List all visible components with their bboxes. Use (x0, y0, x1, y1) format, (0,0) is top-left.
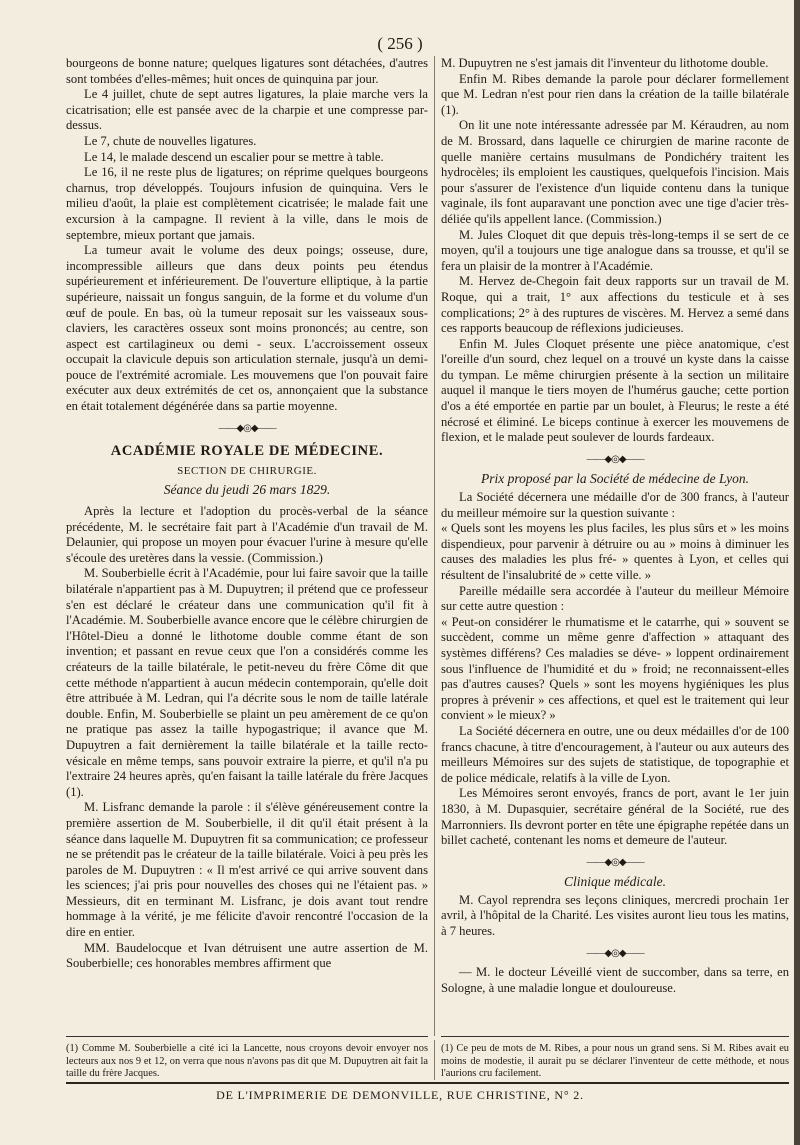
ornament-divider: ——◆◎◆—— (586, 856, 644, 868)
session-paragraph: M. Lisfranc demande la parole : il s'élève généreusement contre la première assertion de M. Souberbielle, il dit qu'il était présent à la séance dans laquelle M. Dupuytren fit sa communication; ce professeur ne se prétendit pas le créateur de la taille bilatérale. Voici à peu près les paroles de M. Dupuytren : « Il m'est arrivé ce qui arrive souvent dans les sciences; j'ai pris pour nouvelles des choses qui ne l'étaient pas. » Messieurs, dit en terminant M. Lisfranc, je dois avant tout rendre hommage à la vérité, je me félicite d'avoir rencontré l'occasion de la dire en entier. (66, 800, 428, 940)
prize-paragraph: La Société décernera une médaille d'or de 300 francs, à l'auteur du meilleur mémoire sur la question suivante : (441, 490, 789, 520)
clinique-paragraph: M. Cayol reprendra ses leçons cliniques, mercredi prochain 1er avril, à l'hôpital de la Charité. Les visites auront lieu tous les matins, à 7 heures. (441, 892, 789, 939)
ornament-divider: ——◆◎◆—— (586, 453, 644, 465)
footnote-divider (434, 1040, 435, 1080)
footnote-left: (1) Comme M. Souberbielle a cité ici la Lancette, nous croyons devoir envoyer nos lecteurs aux nos 9 et 12, on verra que nous n'avons pas dit que M. Dupuytren ait fait la taille du frère Jacques. (66, 1036, 428, 1081)
page-edge (794, 0, 800, 1145)
session-paragraph: Enfin M. Ribes demande la parole pour déclarer formellement que M. Ledran n'est pour rien dans la création de la taille bilatérale (1). (441, 71, 789, 117)
session-paragraph: On lit une note intéressante adressée par M. Kéraudren, au nom de M. Brossard, dans laquelle ce chirurgien de marine raconte de quelle manière certains musulmans de Pondichéry traitent les hydrocèles; ils emploient les caustiques, quelquefois l'incision. Mais pour s'assurer de l'existence d'un liquide contenu dans la tunique vaginale, ils font auparavant une ponction avec une tige d'acier très-déliée qu'ils appellent lance. (Commission.) (441, 118, 789, 226)
case-paragraph: La tumeur avait le volume des deux poings; osseuse, dure, incompressible ailleurs que dans deux points peu étendus supérieurement et inférieurement. De l'ouverture elliptique, à la partie supérieure, naissait un fongus sanguin, de la forme et du volume d'un œuf de poule. En bas, où la tumeur reposait sur les vaisseaux sous-claviers, les caractères osseux sont moins prononcés; au centre, son aspect est cartilagineux ou demi - seux. L'accroissement osseux occupait la clavicule depuis son articulation sternale, jusqu'à un demi-pouce de l'extrémité acromiale. Les mouvemens que l'on pouvait faire exécuter aux deux extrémités de cet os, annonçaient que la substance en était totalement dégénérée dans sa partie moyenne. (66, 243, 428, 414)
left-column (66, 56, 428, 972)
clinique-title: Clinique médicale. (564, 874, 666, 890)
prize-paragraph: Les Mémoires seront envoyés, francs de port, avant le 1er juin 1830, à M. Dupasquier, secrétaire général de la Société, rue des Marronniers. Ils devront porter en tête une épigraphe repétée dans un billet cacheté, contenant les noms et demeure de l'auteur. (441, 786, 789, 848)
section-subtitle: SECTION DE CHIRURGIE. (177, 464, 317, 477)
prize-paragraph: Pareille médaille sera accordée à l'auteur du meilleur Mémoire sur cette autre question : (441, 583, 789, 614)
prize-question: « Quels sont les moyens les plus faciles, les plus sûrs et » les moins dispendieux, pour parvenir à détruire ou au » moins à diminuer les causes des maladies les plus fré- » quentes à Lyon, et celles qui résultent de l'insalubrité de » cette ville. » (441, 521, 789, 582)
prize-paragraph: La Société décernera en outre, une ou deux médailles d'or de 100 francs chacune, à titre d'encouragement, à l'auteur ou aux auteurs des meilleurs Mémoires sur des sujets de statistique, de topographie et de police médicale, relatifs à la ville de Lyon. (441, 723, 789, 785)
page-number: ( 256 ) (377, 34, 423, 53)
session-paragraph: M. Jules Cloquet dit que depuis très-long-temps il se sert de ce moyen, qu'il a toujours une tige analogue dans sa trousse, et qu'il se fera un plaisir de la montrer à l'Académie. (441, 227, 789, 273)
column-divider (434, 56, 435, 1036)
session-paragraph: M. Hervez de-Chegoin fait deux rapports sur un travail de M. Roque, qui a trait, 1° aux affections du testicule et à ses complications; 2° à des ruptures de viscères. M. Hervez a semé dans ces rapports beaucoup de réflexions judicieuses. (441, 274, 789, 336)
section-title: ACADÉMIE ROYALE DE MÉDECINE. (110, 443, 384, 460)
case-paragraph: Le 4 juillet, chute de sept autres ligatures, la plaie marche vers la cicatrisation; elle est pansée avec de la charpie et une compresse par-dessus. (66, 87, 428, 133)
right-column (441, 56, 789, 996)
ornament-divider: ——◆◎◆—— (586, 947, 644, 959)
session-paragraph: MM. Baudelocque et Ivan détruisent une autre assertion de M. Souberbielle; ces honorables membres affirment que (66, 940, 428, 971)
prize-question: « Peut-on considérer le rhumatisme et le catarrhe, qui » souvent se succèdent, comme un même genre d'affection » attaquant des systèmes différens? Ces maladies se déve- » loppent ordinairement sous l'influence de l'humidité et du » froid; ne reconnaissent-elles pas d'autres causes? Quels » sont les moyens hygiéniques les plus propres à prévenir » ces affections, et quel est le traitement qui leur convient » le mieux? » (441, 614, 789, 723)
session-paragraph: Enfin M. Jules Cloquet présente une pièce anatomique, c'est l'oreille d'un sourd, chez lequel on a trouvé un kyste dans la caisse du tympan. Le même chirurgien présente à la section un militaire auquel il manque le tiers moyen de l'humérus gauche; cette portion d'os a été emportée en partie par un boulet, à Fleurus; le reste a été nécrosé et éliminé. Le biceps continue à exercer les mouvemens de flexion, et le malade peut soulever de lourds fardeaux. (441, 336, 789, 445)
obituary-paragraph: — M. le docteur Léveillé vient de succomber, dans sa terre, en Sologne, à une maladie longue et douloureuse. (441, 965, 789, 995)
case-paragraph: bourgeons de bonne nature; quelques ligatures sont détachées, d'autres sont tombées d'elles-mêmes; huit onces de quinquina par jour. (66, 56, 428, 86)
session-paragraph: M. Souberbielle écrit à l'Académie, pour lui faire savoir que la taille bilatérale n'appartient pas à M. Dupuytren; il prétend que ce professeur s'en est déclaré le créateur dans une communication qu'il fit à l'Académie. M. Souberbielle avance encore que le célèbre chirurgien de l'Hôtel-Dieu a donné le lithotome double comme étant de son invention; et passant en revue ceux que l'on a considérés comme les créateurs de la taille bilatérale, le petit-neveu du frère Côme dit que cette méthode n'appartient à aucun médecin contemporain, qu'elle doit être attribuée à M. Ledran, qui l'a décrite sous le nom de taille latérale double. Enfin, M. Souberbielle se plaint un peu amèrement de ce qu'on ne pratique pas assez la taille hypogastrique; il avance que M. Dupuytren a fait dernièrement la taille bilatérale et la taille recto-vésicale en même temps, sans pouvoir extraire la pierre, et qu'il n'a pu l'extraire 24 heures après, qu'en faisant la taille latérale du frère Jacques (1). (66, 566, 428, 799)
case-paragraph: Le 14, le malade descend un escalier pour se mettre à table. (84, 149, 384, 164)
footnote-right: (1) Ce peu de mots de M. Ribes, a pour nous un grand sens. Si M. Ribes avait eu moins de modestie, il aurait pu se déclarer l'inventeur de cette méthode, et nous l'aurions cru facilement. (441, 1036, 789, 1081)
case-paragraph: Le 16, il ne reste plus de ligatures; on réprime quelques bourgeons charnus, trop développés. Toujours infusion de quinquina. Vers le milieu d'août, la plaie est complètement cicatrisée; le malade fait une excursion à la campagne. Il revient à la ville, dans le mois de septembre, mieux portant que jamais. (66, 165, 428, 242)
bottom-rule (66, 1082, 789, 1084)
session-paragraph: M. Dupuytren ne s'est jamais dit l'inventeur du lithotome double. (441, 56, 769, 70)
case-paragraph: Le 7, chute de nouvelles ligatures. (84, 133, 257, 148)
prize-title: Prix proposé par la Société de médecine de Lyon. (481, 471, 749, 487)
session-paragraph: Après la lecture et l'adoption du procès-verbal de la séance précédente, M. le secrétaire fait part à l'Académie d'un travail de M. Delaunier, qui propose un moyen pour évacuer l'urine à mesure qu'elle s'écoule des uretères dans la vessie. (Commission.) (66, 504, 428, 565)
ornament-divider: ——◆◎◆—— (218, 422, 276, 434)
session-date: Séance du jeudi 26 mars 1829. (163, 482, 331, 498)
printer-imprint: DE L'IMPRIMERIE DE DEMONVILLE, RUE CHRISTINE, N° 2. (216, 1088, 584, 1102)
